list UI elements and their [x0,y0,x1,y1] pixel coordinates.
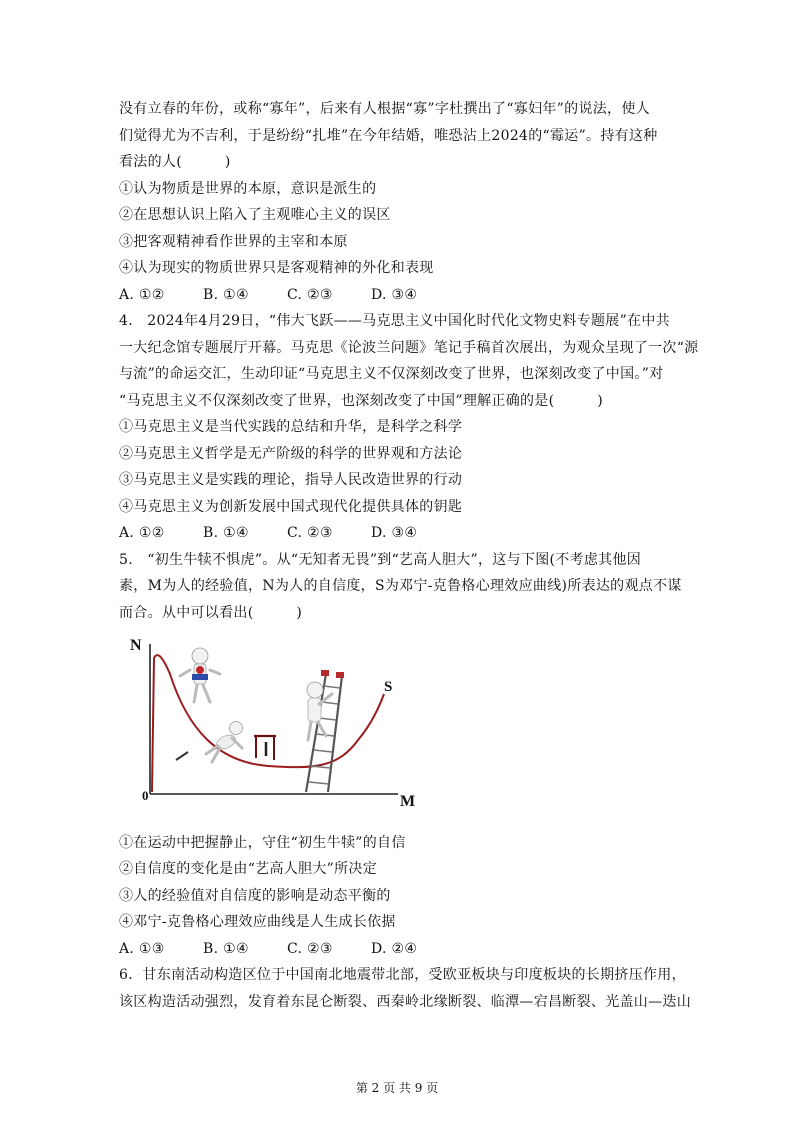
q4-stem-line-3: 与流”的命运交汇，生动印证“马克思主义不仅深刻改变了世界，也深刻改变了中国。”对 [119,366,664,382]
q5-item-2: ②自信度的变化是由“艺高人胆大”所决定 [119,861,378,877]
curve-label: S [384,679,393,695]
s-curve [152,655,384,792]
q3-stem-line-1: 没有立春的年份，或称“寡年”，后来有人根据“寡”字杜撰出了“寡妇年”的说法，使人 [119,101,650,117]
q5-item-4: ④邓宁-克鲁格心理效应曲线是人生成长依据 [119,914,396,930]
q3-option-c: C. ②③ [287,287,333,303]
q3-options [119,285,455,305]
q4-option-a: A. ①② [119,525,165,541]
climbing-figure-illustration [307,682,332,740]
page-footer: 第 2 页 共 9 页 [355,1081,439,1095]
q6-stem-line-2: 该区构造活动强烈，发育着东昆仑断裂、西秦岭北缘断裂、临潭—宕昌断裂、光盖山—迭山 [119,994,691,1010]
q4-stem-line-1: 4. 2024年4月29日，“伟大飞跃——马克思主义中国化时代化文物史料专题展”在中共 [119,313,670,329]
x-axis-label: M [400,793,416,810]
q3-item-2: ②在思想认识上陷入了主观唯心主义的误区 [119,207,391,223]
q3-item-4: ④认为现实的物质世界只是客观精神的外化和表现 [119,260,434,276]
q4-item-3: ③马克思主义是实践的理论，指导人民改造世界的行动 [119,472,463,488]
q3-stem-line-3: 看法的人( ) [119,154,231,170]
q4-stem-line-4: “马克思主义不仅深刻改变了世界，也深刻改变了中国”理解正确的是( ) [119,393,604,409]
q4-options [119,523,455,543]
q5-item-3: ③人的经验值对自信度的影响是动态平衡的 [119,888,391,904]
q3-option-b: B. ①④ [203,287,249,303]
q5-stem-line-3: 而合。从中可以看出( ) [119,605,303,621]
q5-item-1: ①在运动中把握静止，守住“初生牛犊”的自信 [119,835,406,851]
q3-option-d: D. ③④ [371,287,418,303]
q3-option-a: A. ①② [119,287,165,303]
q5-option-b: B. ①④ [203,941,249,957]
hurdle-illustration [254,736,276,760]
q4-stem-line-2: 一大纪念馆专题展厅开幕。马克思《论波兰问题》笔记手稿首次展出，为观众呈现了一次“源 [119,340,699,356]
q5-stem-line-2: 素，M为人的经验值，N为人的自信度，S为邓宁-克鲁格心理效应曲线)所表达的观点不谋 [119,578,682,594]
q5-options [119,939,455,959]
q4-item-4: ④马克思主义为创新发展中国式现代化提供具体的钥匙 [119,499,463,515]
q6-stem-line-1: 6．甘东南活动构造区位于中国南北地震带北部，受欧亚板块与印度板块的长期挤压作用， [119,967,686,983]
y-axis-label: N [130,637,142,654]
q5-option-c: C. ②③ [287,941,333,957]
q4-item-1: ①马克思主义是当代实践的总结和升华，是科学之科学 [119,419,463,435]
q4-item-2: ②马克思主义哲学是无产阶级的科学的世界观和方法论 [119,446,463,462]
q4-option-d: D. ③④ [371,525,418,541]
confident-figure-illustration [180,648,220,702]
q5-stem-line-1: 5. “初生牛犊不惧虎”。从“无知者无畏”到“艺高人胆大”，这与下图(不考虑其他因 [119,552,642,568]
q5-option-d: D. ②④ [371,941,418,957]
q5-option-a: A. ①③ [119,941,165,957]
q4-option-b: B. ①④ [203,525,249,541]
q3-stem-line-2: 们觉得尤为不吉利，于是纷纷“扎堆”在今年结婚，唯恐沾上2024的“霉运”。持有这种 [119,128,658,144]
q3-item-1: ①认为物质是世界的本原，意识是派生的 [119,181,377,197]
dunning-kruger-figure [128,630,428,810]
q3-item-3: ③把客观精神看作世界的主宰和本原 [119,234,348,250]
q4-option-c: C. ②③ [287,525,333,541]
origin-label: 0 [142,788,149,803]
